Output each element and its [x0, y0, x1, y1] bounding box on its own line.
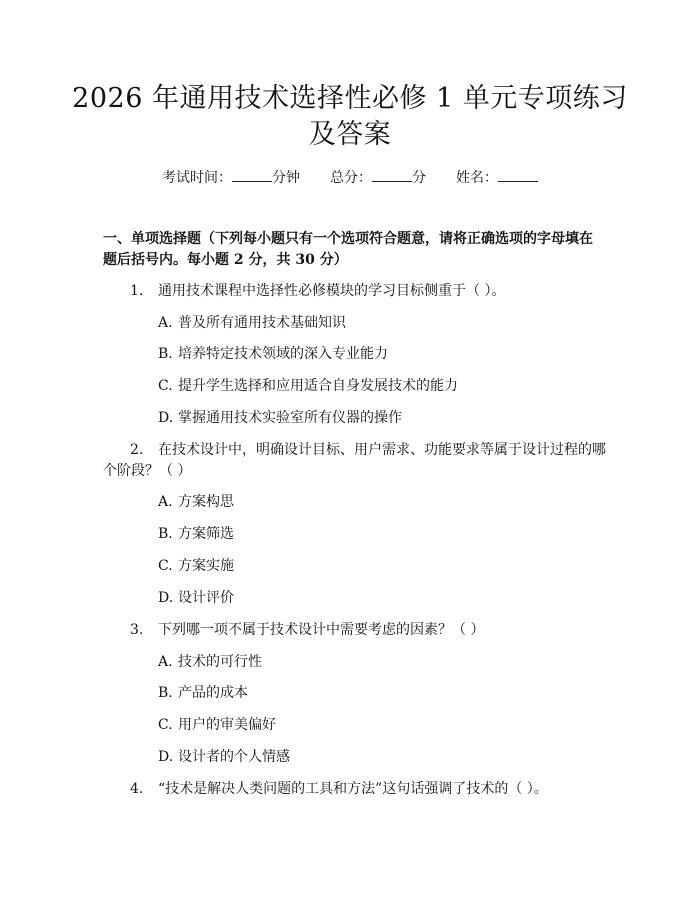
score-unit: 分 — [412, 170, 426, 186]
option-text: 方案筛选 — [178, 526, 234, 542]
question-1-option-c — [158, 376, 458, 396]
question-text: 下列哪一项不属于技术设计中需要考虑的因素？（ ） — [158, 622, 485, 638]
question-1-option-b — [158, 344, 388, 364]
question-number: 2. — [130, 442, 144, 458]
document-title-line1: 2026 年通用技术选择性必修 1 单元专项练习 — [72, 83, 628, 114]
option-letter: A. — [158, 315, 173, 331]
option-letter: D. — [158, 749, 174, 765]
time-label: 考试时间： — [162, 170, 232, 186]
option-text: 产品的成本 — [178, 685, 248, 701]
option-text: 提升学生选择和应用适合自身发展技术的能力 — [178, 378, 458, 394]
question-2-continuation — [103, 461, 191, 481]
question-2-option-a — [158, 492, 234, 512]
option-letter: C. — [158, 717, 173, 733]
question-number: 3. — [130, 622, 144, 638]
question-2-option-b — [158, 524, 234, 544]
question-2-option-d — [158, 588, 234, 608]
question-text: 通用技术课程中选择性必修模块的学习目标侧重于（ ）。 — [158, 283, 506, 299]
name-label: 姓名： — [456, 170, 498, 186]
question-1-option-d — [158, 408, 402, 428]
question-4 — [130, 779, 548, 799]
time-blank — [232, 168, 272, 182]
question-3-option-c — [158, 715, 276, 735]
option-text: 普及所有通用技术基础知识 — [178, 315, 346, 331]
question-text-continuation: 个阶段？（ ） — [103, 463, 192, 479]
question-text: 在技术设计中，明确设计目标、用户需求、功能要求等属于设计过程的哪 — [158, 442, 606, 458]
question-text: “技术是解决人类问题的工具和方法”这句话强调了技术的（ ）。 — [158, 781, 548, 797]
time-unit: 分钟 — [272, 170, 300, 186]
document-title-line2: 及答案 — [308, 119, 392, 150]
option-letter: B. — [158, 346, 173, 362]
option-letter: B. — [158, 685, 173, 701]
name-blank — [498, 168, 538, 182]
section-heading-line2: 题后括号内。每小题 2 分，共 30 分） — [103, 252, 348, 268]
option-text: 掌握通用技术实验室所有仪器的操作 — [178, 410, 402, 426]
option-letter: A. — [158, 494, 173, 510]
question-3-option-b — [158, 683, 248, 703]
question-1-option-a — [158, 313, 346, 333]
option-letter: D. — [158, 410, 174, 426]
score-label: 总分： — [330, 170, 372, 186]
question-3-option-a — [158, 652, 262, 672]
question-number: 4. — [130, 781, 144, 797]
option-text: 技术的可行性 — [178, 654, 262, 670]
exam-meta-line — [0, 168, 700, 188]
option-text: 方案构思 — [178, 494, 234, 510]
option-letter: D. — [158, 590, 174, 606]
option-text: 用户的审美偏好 — [178, 717, 276, 733]
score-blank — [372, 168, 412, 182]
question-3-option-d — [158, 747, 290, 767]
option-text: 设计评价 — [178, 590, 234, 606]
option-letter: C. — [158, 558, 173, 574]
question-2 — [130, 440, 606, 460]
question-1 — [130, 281, 505, 301]
question-3 — [130, 620, 484, 640]
option-letter: B. — [158, 526, 173, 542]
question-number: 1. — [130, 283, 144, 299]
question-2-option-c — [158, 556, 234, 576]
option-letter: C. — [158, 378, 173, 394]
option-text: 培养特定技术领域的深入专业能力 — [178, 346, 388, 362]
option-text: 设计者的个人情感 — [178, 749, 290, 765]
option-letter: A. — [158, 654, 173, 670]
option-text: 方案实施 — [178, 558, 234, 574]
section-heading-line1: 一、单项选择题（下列每小题只有一个选项符合题意，请将正确选项的字母填在 — [103, 231, 593, 247]
